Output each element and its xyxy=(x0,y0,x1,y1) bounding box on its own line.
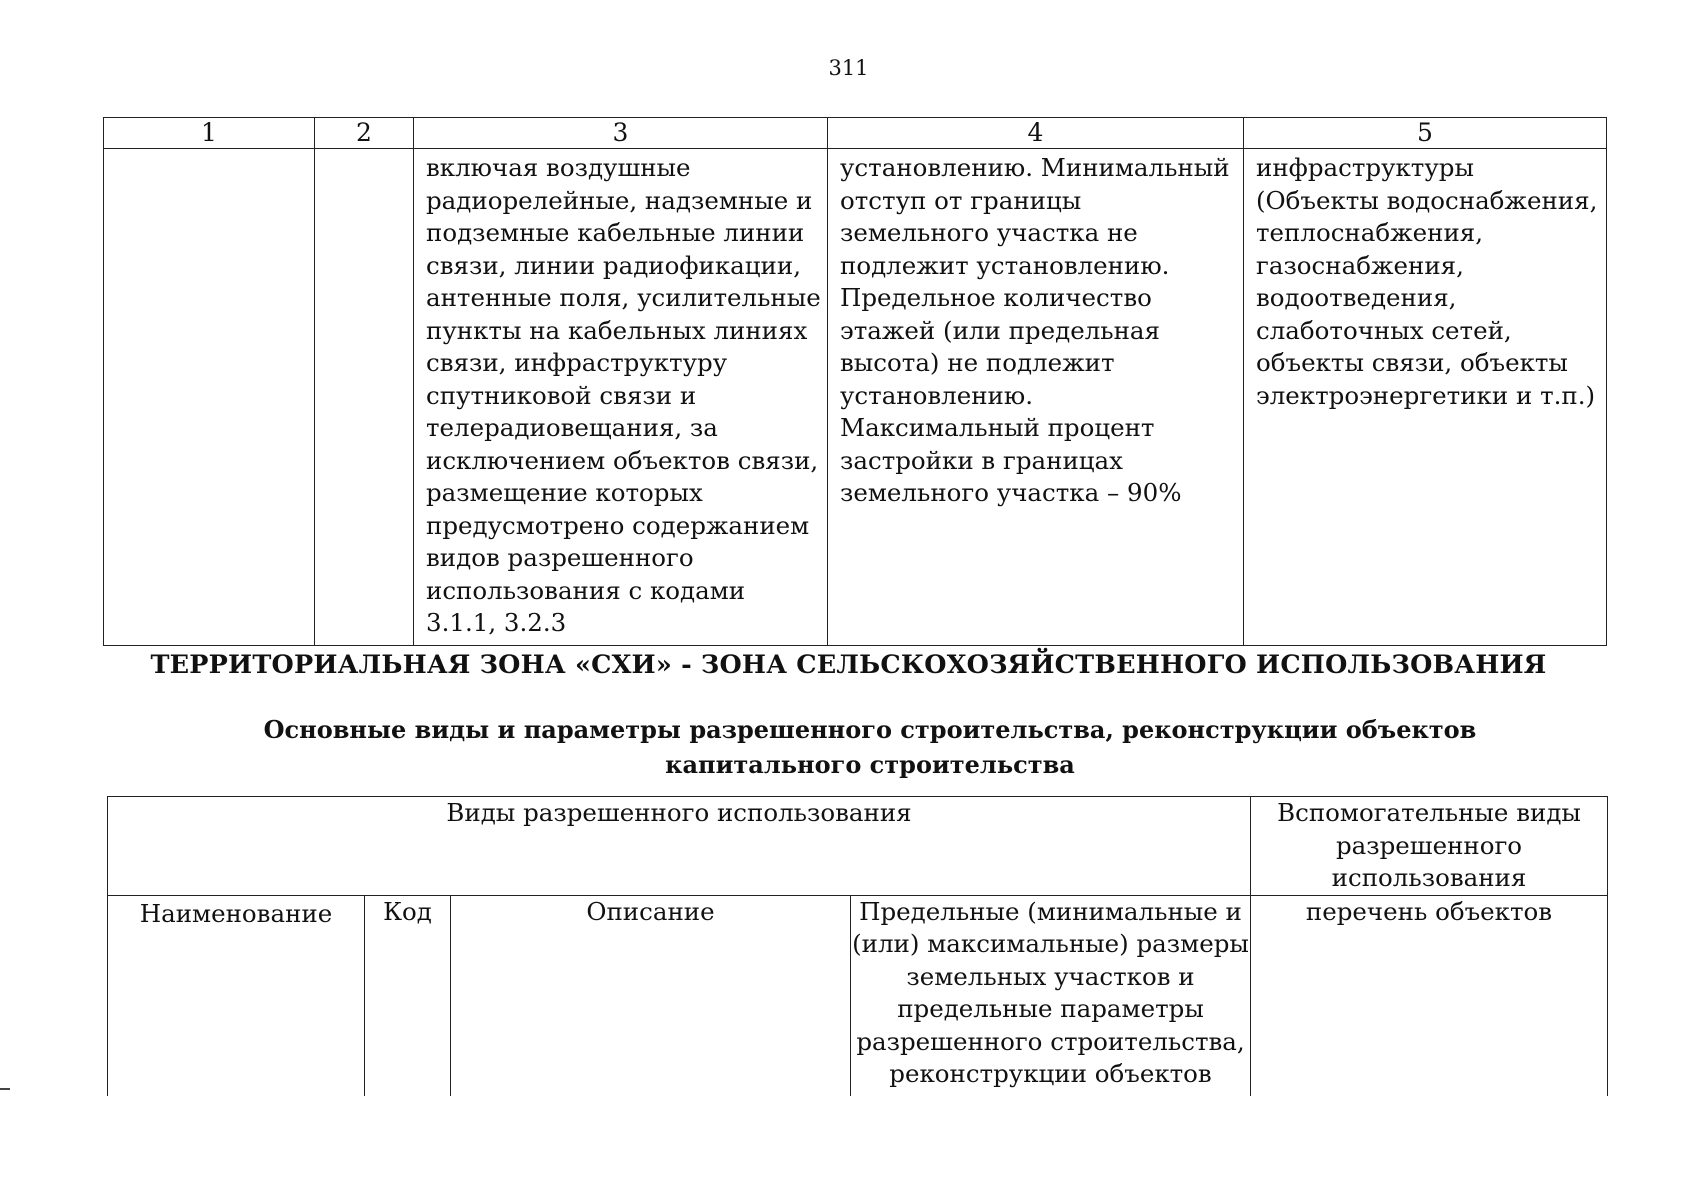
cell-parameters xyxy=(828,149,1244,646)
objects-text: инфраструктуры (Объекты водоснабжения, теплоснабжения, газоснабжения, водоотведения, слаботочных сетей, объекты связи, объекты электроэнергетики и т.п.) xyxy=(1256,153,1598,410)
parameters-text: установлению. Минимальный отступ от границы земельного участка не подлежит установлению. Предельное количество этажей (или предельная высота) не подлежит установлению. Максимальный процент застройки в границах земельного участка – 90% xyxy=(840,153,1230,507)
column-number-4: 4 xyxy=(828,118,1244,149)
page-number: 311 xyxy=(828,56,869,80)
cell-objects xyxy=(1244,149,1607,646)
group-header-row xyxy=(108,797,1608,896)
margin-mark xyxy=(0,1088,10,1090)
continuation-table xyxy=(103,117,1607,646)
header-code: Код xyxy=(365,895,451,1096)
header-description: Описание xyxy=(451,895,851,1096)
header-objects: перечень объектов xyxy=(1251,895,1608,1096)
header-limits: Предельные (минимальные и (или) максимальные) размеры земельных участков и предельные параметры разрешенного строительства, реконструкции объектов xyxy=(851,895,1251,1096)
table-row xyxy=(104,149,1607,646)
column-number-5: 5 xyxy=(1244,118,1607,149)
section-subtitle: Основные виды и параметры разрешенного строительства, реконструкции объектов капитального строительства xyxy=(263,715,1477,779)
cell-description xyxy=(414,149,828,646)
group-header: Виды разрешенного использования xyxy=(108,797,1251,896)
cell-col2 xyxy=(315,149,414,646)
zone-title: ТЕРРИТОРИАЛЬНАЯ ЗОНА «СХИ» - ЗОНА СЕЛЬСКОХОЗЯЙСТВЕННОГО ИСПОЛЬЗОВАНИЯ xyxy=(150,650,1547,680)
description-text: включая воздушные радиорелейные, надземные и подземные кабельные линии связи, линии радиофикации, антенные поля, усилительные пункты на кабельных линиях связи, инфраструктуру спутниковой связи и телерадиовещания, за исключением объектов связи, размещение которых предусмотрено содержанием видов разрешенного использования с кодами 3.1.1, 3.2.3 xyxy=(426,153,821,637)
column-number-row xyxy=(104,118,1607,149)
column-number-1: 1 xyxy=(104,118,315,149)
cell-col1 xyxy=(104,149,315,646)
permitted-use-table xyxy=(107,796,1608,1096)
column-number-2: 2 xyxy=(315,118,414,149)
column-header-row xyxy=(108,895,1608,1096)
aux-header: Вспомогательные виды разрешенного использования xyxy=(1251,797,1608,896)
header-name: Наименование xyxy=(108,895,365,1096)
column-number-3: 3 xyxy=(414,118,828,149)
